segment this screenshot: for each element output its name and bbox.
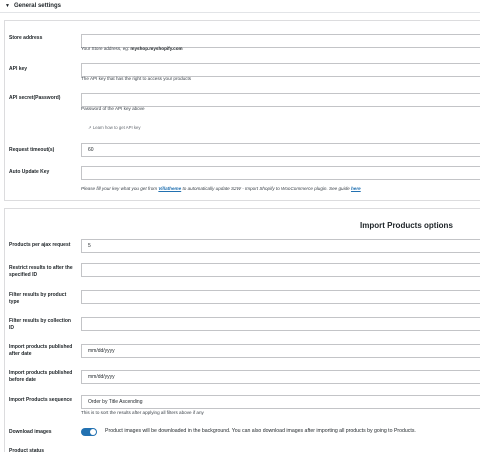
store-address-description: Your Store address, eg: myshop.myshopify.com xyxy=(81,46,183,51)
filter-product-type-label: Filter results by product type xyxy=(9,292,67,305)
villatheme-link[interactable]: Villatheme xyxy=(158,186,182,191)
request-timeout-input[interactable]: 60 xyxy=(81,143,480,157)
download-images-label: Download images xyxy=(9,429,52,435)
published-after-label: Import products published after date xyxy=(9,344,73,357)
store-address-label: Store address xyxy=(9,35,43,41)
api-key-input[interactable] xyxy=(81,63,480,77)
published-before-date-input[interactable]: mm/dd/yyyy xyxy=(81,370,480,384)
api-secret-label: API secret(Password) xyxy=(9,95,61,101)
published-before-label: Import products published before date xyxy=(9,370,73,383)
api-secret-input[interactable] xyxy=(81,93,480,107)
import-sequence-description: This is to sort the results after applying all filters above if any xyxy=(81,410,204,415)
product-status-label: Product status xyxy=(9,448,45,452)
auto-update-key-label: Auto Update Key xyxy=(9,169,50,175)
filter-collection-id-label: Filter results by collection ID xyxy=(9,318,71,331)
learn-api-key-link[interactable]: ↗ Learn how to get API key xyxy=(88,125,141,130)
filter-product-type-input[interactable] xyxy=(81,290,480,304)
import-sequence-label: Import Products sequence xyxy=(9,397,73,403)
restrict-after-id-label: Restrict results to after the specified ID xyxy=(9,265,73,278)
filter-collection-id-input[interactable] xyxy=(81,317,480,331)
published-after-date-input[interactable]: mm/dd/yyyy xyxy=(81,344,480,358)
section-title: General settings xyxy=(13,3,61,9)
caret-down-icon: ▼ xyxy=(5,3,10,9)
download-images-description: Product images will be downloaded in the background. You can also download images after importing all products by going to Products. xyxy=(105,428,416,434)
guide-here-link[interactable]: here xyxy=(351,186,361,191)
request-timeout-label: Request timeout(s) xyxy=(9,147,55,153)
api-secret-description: Password of the API key above xyxy=(81,106,145,111)
download-images-toggle[interactable] xyxy=(81,428,97,436)
products-per-request-input[interactable]: 5 xyxy=(81,239,480,253)
products-per-request-label: Products per ajax request xyxy=(9,242,71,248)
auto-update-key-input[interactable] xyxy=(81,166,480,180)
import-options-title: Import Products options xyxy=(360,221,453,230)
api-key-label: API key xyxy=(9,66,28,72)
external-link-icon: ↗ xyxy=(88,125,92,130)
api-key-description: The API key that has the right to access your products xyxy=(81,76,192,81)
general-settings-header[interactable] xyxy=(0,0,480,13)
auto-update-key-description: Please fill your key what you get from Villatheme to automatically update S2W - Import Shopify to WooCommerce plugin. See guide here xyxy=(81,186,361,191)
import-sequence-select[interactable]: Order by Title Ascending xyxy=(81,395,480,409)
toggle-knob xyxy=(90,429,96,435)
restrict-after-id-input[interactable] xyxy=(81,263,480,277)
